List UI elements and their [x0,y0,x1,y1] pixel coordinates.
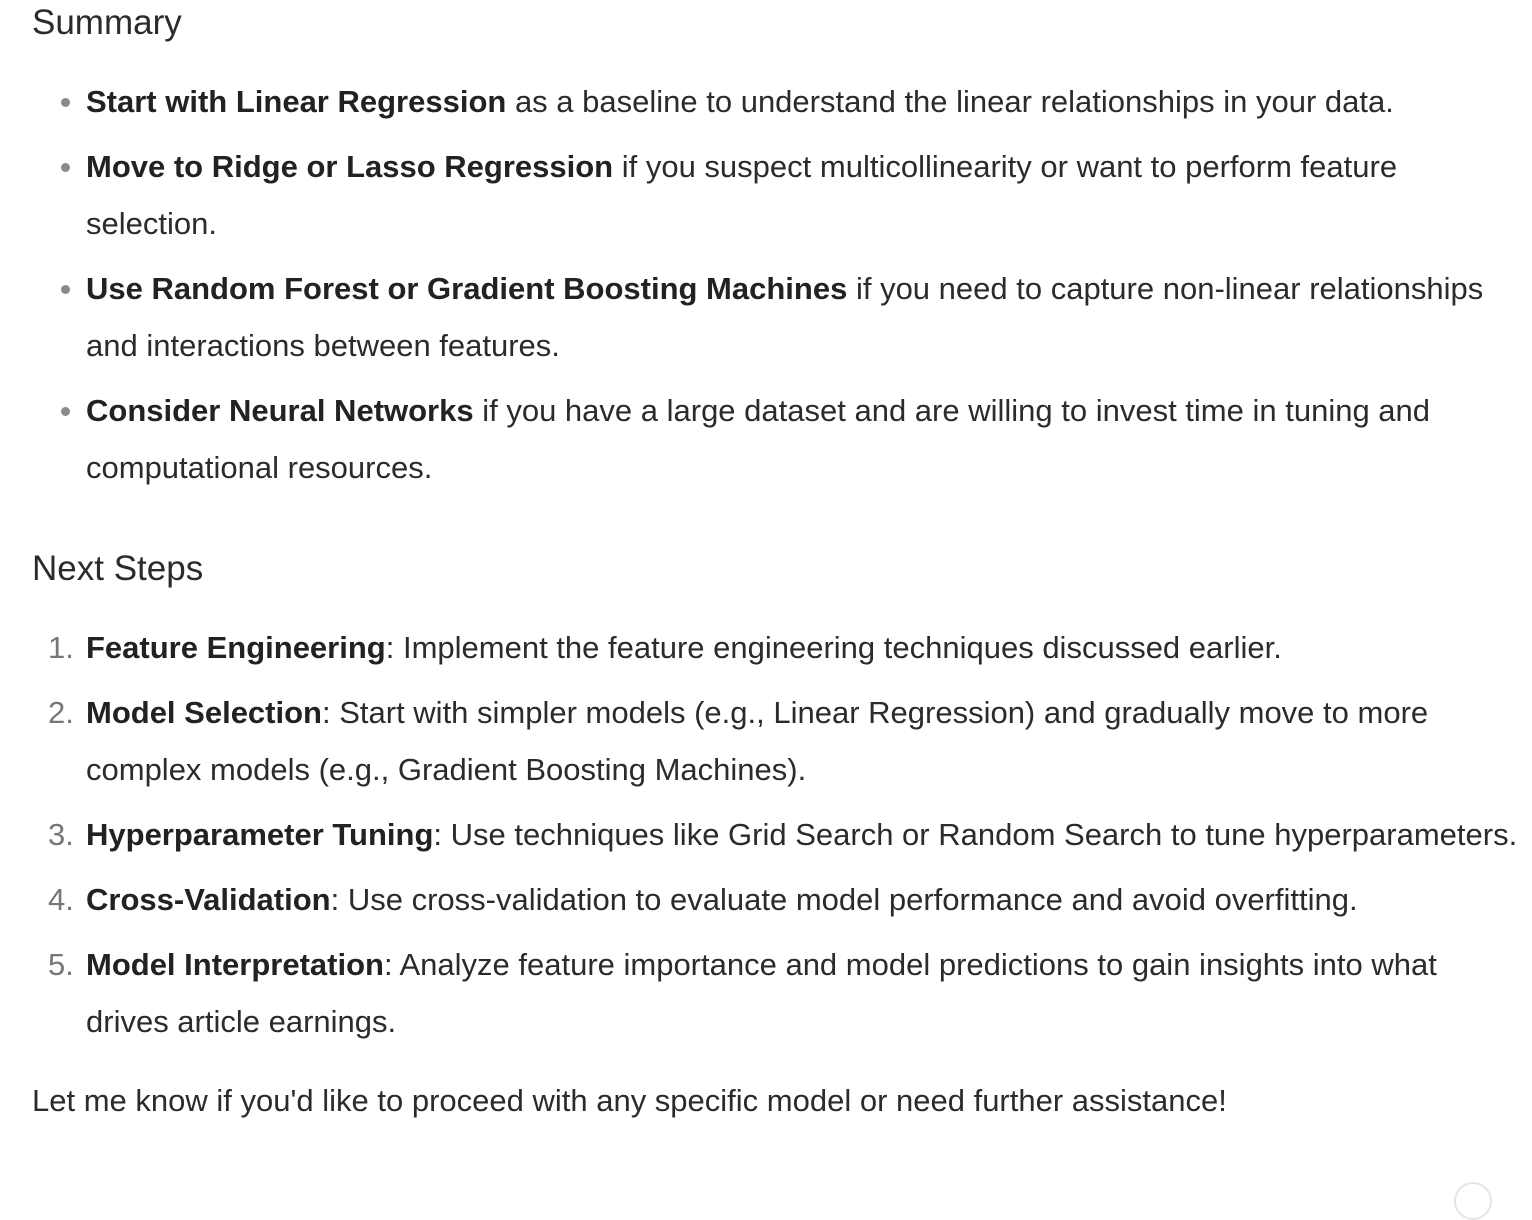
item-text: if you suspect multicollinearity or want to perform feature selection. [86,149,1398,241]
item-text: : Analyze feature importance and model predictions to gain insights into what drives article earnings. [86,947,1437,1039]
item-bold-text: Move to Ridge or Lasso Regression [86,149,614,184]
item-number: 4. [48,882,74,917]
closing-text: Let me know if you'd like to proceed with any specific model or need further assistance! [32,1083,1227,1118]
chat-message-content [32,0,1522,1129]
item-bold-text: Use Random Forest or Gradient Boosting Machines [86,271,848,306]
list-item [86,382,1522,496]
list-item [86,138,1522,252]
item-bold-text: Model Interpretation [86,947,384,982]
item-bold-text: Start with Linear Regression [86,84,507,119]
list-item [86,73,1522,130]
summary-list [32,73,1522,496]
list-item [86,260,1522,374]
item-bold-text: Consider Neural Networks [86,393,474,428]
item-bold-text: Hyperparameter Tuning [86,817,434,852]
list-item [48,806,1522,863]
summary-heading: Summary [32,3,182,42]
item-text: if you have a large dataset and are willing to invest time in tuning and computational resources. [86,393,1431,485]
item-number: 3. [48,817,74,852]
item-text: as a baseline to understand the linear relationships in your data. [506,84,1394,119]
item-bold-text: Cross-Validation [86,882,331,917]
item-text: if you need to capture non-linear relationships and interactions between features. [86,271,1484,363]
scroll-down-button[interactable] [1454,1182,1492,1220]
next-steps-list [32,619,1522,1050]
item-text: : Use cross-validation to evaluate model performance and avoid overfitting. [330,882,1358,917]
item-bold-text: Model Selection [86,695,322,730]
item-bold-text: Feature Engineering [86,630,386,665]
item-number: 2. [48,695,74,730]
item-text: : Use techniques like Grid Search or Random Search to tune hyperparameters. [433,817,1518,852]
next-steps-heading: Next Steps [32,549,204,588]
item-text: : Start with simpler models (e.g., Linear Regression) and gradually move to more complex models (e.g., Gradient Boosting Machines). [86,695,1429,787]
list-item [48,871,1522,928]
list-item [48,684,1522,798]
item-number: 1. [48,630,74,665]
list-item [48,619,1522,676]
item-number: 5. [48,947,74,982]
item-text: : Implement the feature engineering techniques discussed earlier. [385,630,1282,665]
list-item [48,936,1522,1050]
